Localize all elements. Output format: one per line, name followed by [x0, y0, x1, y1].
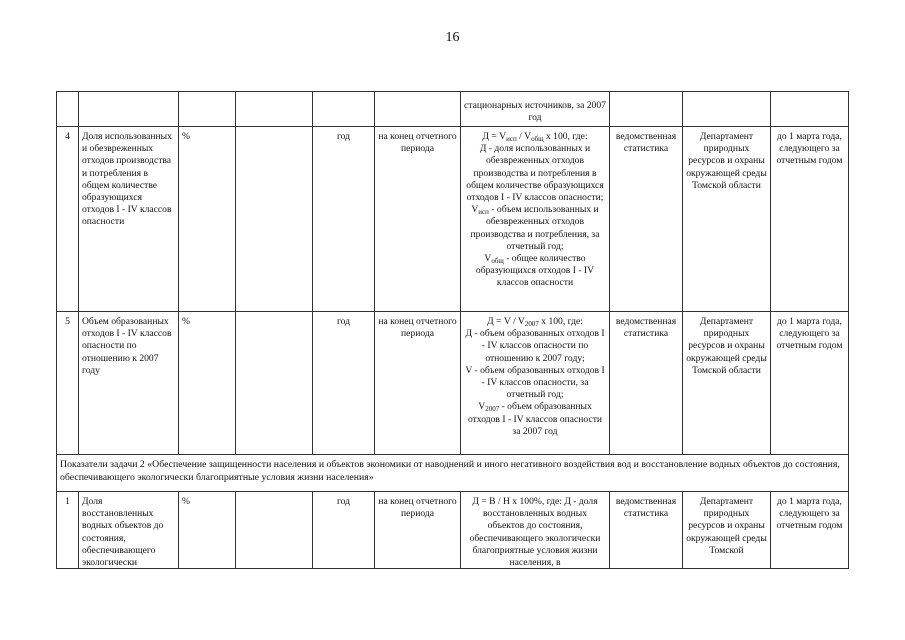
- formula: [461, 127, 610, 312]
- formula: Д = В / Н х 100%, где: Д - доля восстановленных водных объектов до состояния, обеспечивающего экологически благоприятные условия жизни населения, в: [469, 496, 601, 569]
- formula-subscript: 2007: [524, 320, 539, 328]
- row-number: 4: [57, 127, 79, 312]
- formula-text: Д = V / V: [487, 316, 525, 327]
- table-row: [57, 312, 849, 455]
- table-row-continuation: [57, 92, 849, 127]
- data-source: ведомственная статистика: [610, 312, 683, 455]
- indicator-name: Доля использованных и обезвреженных отходов производства и потребления в общем количестве образующихся отходов I - IV классов опасности: [79, 127, 179, 312]
- indicators-table: [56, 91, 849, 569]
- formula-text: Д - объем образованных отходов I - IV классов опасности по отношению к 2007 году;: [465, 328, 605, 364]
- time-characteristic: на конец отчетного периода: [375, 127, 461, 312]
- formula-text: х 100, где:: [538, 316, 583, 327]
- unit: %: [179, 127, 236, 312]
- formula-subscript: общ: [531, 135, 544, 143]
- formula-line: [464, 365, 606, 402]
- formula-line: [464, 253, 606, 290]
- page-number: 16: [445, 30, 460, 45]
- formula: [461, 312, 610, 455]
- formula-line: [464, 316, 606, 328]
- period: год: [313, 127, 375, 312]
- table-row: [57, 492, 849, 569]
- formula-line: [464, 204, 606, 253]
- formula-text: - общее количество образующихся отходов I - IV классов опасности: [475, 253, 595, 289]
- formula-text: / V: [516, 131, 532, 142]
- data-source: ведомственная статистика: [610, 492, 683, 569]
- formula-text: V: [484, 253, 492, 265]
- formula-text: - объем образованных отходов I - IV классов опасности за 2007 год: [467, 401, 603, 437]
- indicator-name: Объем образованных отходов I - IV классов опасности по отношению к 2007 году: [79, 312, 179, 455]
- unit: %: [179, 492, 236, 569]
- formula-line: [464, 401, 606, 438]
- formula-line: [464, 131, 606, 143]
- responsible: Департамент природных ресурсов и охраны окружающей среды Томской области: [683, 312, 771, 455]
- formula-subscript: общ: [491, 257, 504, 266]
- table-row: [57, 127, 849, 312]
- unit: %: [179, 312, 236, 455]
- formula-text: - объем использованных и обезвреженных отходов производства и потребления, за отчетный год;: [470, 204, 600, 252]
- section-title: Показатели задачи 2 «Обеспечение защищенности населения и объектов экономики от наводнений и иного негативного воздействия вод и восстановление водных объектов до состояния, обеспечивающего экологически благоприятные условия жизни населения»: [57, 455, 849, 492]
- deadline: до 1 марта года, следующего за отчетным годом: [771, 312, 849, 455]
- formula-text: V: [471, 204, 479, 216]
- deadline: до 1 марта года, следующего за отчетным годом: [771, 127, 849, 312]
- formula-line: [464, 143, 606, 204]
- formula-text: Д - доля использованных и обезвреженных отходов производства и потребления в общем количестве образующихся отходов I - IV классов опасности;: [466, 143, 604, 204]
- section-row: [57, 455, 849, 492]
- responsible: Департамент природных ресурсов и охраны окружающей среды Томской области: [683, 127, 771, 312]
- row-number: 5: [57, 312, 79, 455]
- time-characteristic: на конец отчетного периода: [375, 492, 461, 569]
- indicator-name: Доля восстановленных водных объектов до состояния, обеспечивающего экологически: [82, 496, 164, 569]
- deadline: до 1 марта года, следующего за отчетным годом: [771, 492, 849, 569]
- formula-subscript: исп: [506, 135, 517, 143]
- formula-line: [464, 328, 606, 365]
- carry-over-text: стационарных источников, за 2007 год: [461, 92, 610, 127]
- row-number: 1: [57, 492, 79, 569]
- formula-text: V: [478, 401, 486, 413]
- formula-text: V - объем образованных отходов I - IV классов опасности, за отчетный год;: [465, 364, 605, 401]
- formula-subscript: 2007: [485, 405, 500, 414]
- formula-text: Д = V: [482, 131, 507, 142]
- formula-subscript: исп: [478, 208, 489, 217]
- period: год: [313, 492, 375, 569]
- formula-text: х 100, где:: [543, 131, 588, 142]
- data-source: ведомственная статистика: [610, 127, 683, 312]
- time-characteristic: на конец отчетного периода: [375, 312, 461, 455]
- period: год: [313, 312, 375, 455]
- responsible: Департамент природных ресурсов и охраны окружающей среды Томской: [686, 496, 767, 556]
